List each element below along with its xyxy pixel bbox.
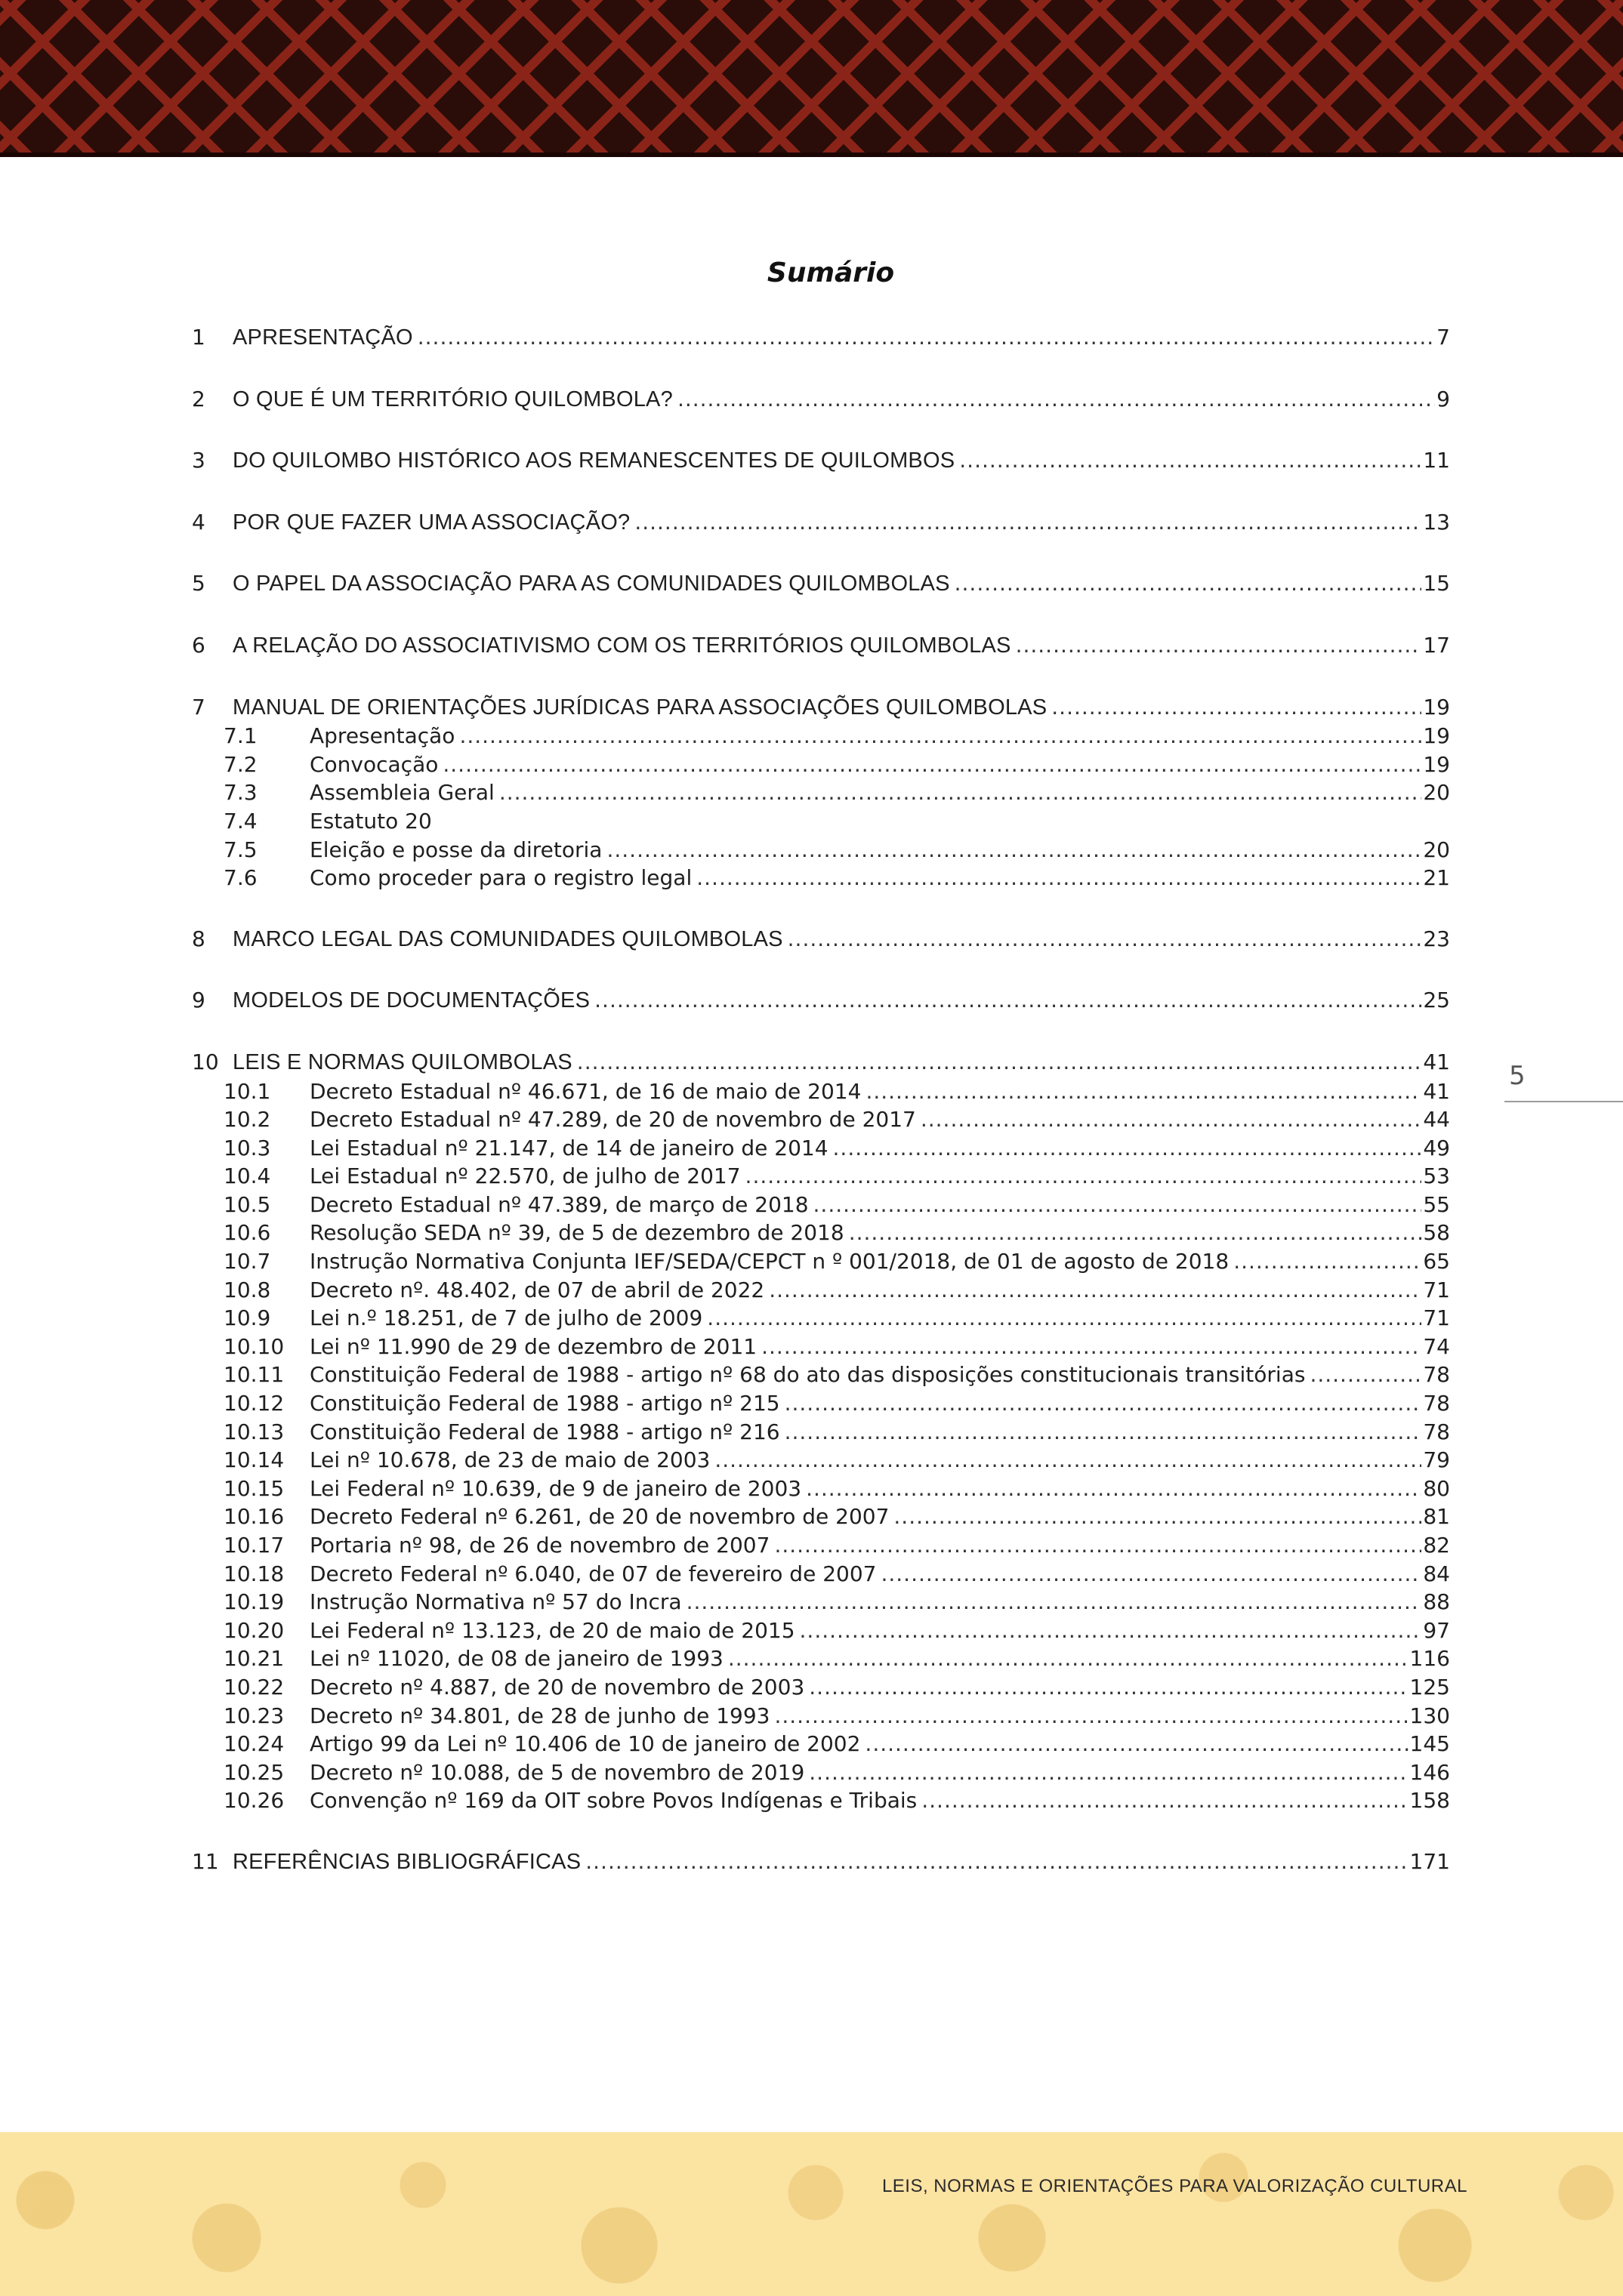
dot-leader bbox=[687, 1588, 1422, 1616]
toc-subentry-page: 146 bbox=[1409, 1759, 1450, 1785]
toc-subentry-number: 10.17 bbox=[224, 1533, 285, 1558]
toc-subentry[interactable] bbox=[192, 1361, 1450, 1389]
toc-subentry-number: 10.2 bbox=[224, 1107, 271, 1133]
toc-subentry-label: Decreto Federal nº 6.261, de 20 de novembro de 2007 bbox=[310, 1504, 890, 1530]
toc-subentry-number: 10.22 bbox=[224, 1674, 285, 1700]
toc-subentry[interactable] bbox=[192, 1333, 1450, 1361]
dot-leader bbox=[761, 1333, 1421, 1361]
dot-leader bbox=[833, 1134, 1422, 1163]
toc-entry[interactable] bbox=[192, 1848, 1450, 1877]
toc-subentry-page: 125 bbox=[1409, 1674, 1450, 1700]
toc-subentry[interactable] bbox=[192, 1502, 1450, 1531]
toc-subentry-page: 78 bbox=[1423, 1362, 1450, 1388]
toc-subentry-page: 55 bbox=[1423, 1191, 1450, 1217]
toc-subentry-label: Decreto Estadual nº 47.389, de março de 2018 bbox=[310, 1191, 809, 1217]
toc-subentry-page: 88 bbox=[1423, 1589, 1450, 1615]
toc-subentry-number: 10.14 bbox=[224, 1447, 285, 1473]
toc-subentry-number: 10.15 bbox=[224, 1475, 285, 1501]
toc-subentry-number: 10.25 bbox=[224, 1759, 285, 1785]
toc-entry[interactable] bbox=[192, 1048, 1450, 1077]
toc-subentry-number: 7.5 bbox=[224, 837, 258, 862]
toc-entry-number: 9 bbox=[192, 988, 205, 1013]
toc-subentry-number: 10.12 bbox=[224, 1391, 285, 1416]
toc-subentry-number: 10.18 bbox=[224, 1561, 285, 1586]
toc-subentry-number: 10.1 bbox=[224, 1078, 271, 1104]
toc-entry-number: 3 bbox=[192, 448, 205, 473]
dot-leader bbox=[800, 1616, 1422, 1645]
dot-leader bbox=[606, 836, 1421, 864]
toc-entry-page: 171 bbox=[1409, 1848, 1450, 1874]
toc-entry-page: 9 bbox=[1436, 386, 1450, 411]
toc-subentry-label: Decreto Federal nº 6.040, de 07 de fevereiro de 2007 bbox=[310, 1561, 877, 1586]
toc-subentry-label: Instrução Normativa nº 57 do Incra bbox=[310, 1589, 682, 1615]
toc-subentry-label: Artigo 99 da Lei nº 10.406 de 10 de janeiro de 2002 bbox=[310, 1731, 861, 1757]
toc-entry[interactable] bbox=[192, 631, 1450, 661]
dot-leader bbox=[881, 1560, 1421, 1589]
toc-subentry-page: 78 bbox=[1423, 1391, 1450, 1416]
toc-entry-number: 6 bbox=[192, 632, 205, 658]
toc-subentry-number: 10.26 bbox=[224, 1788, 285, 1814]
toc-subentry[interactable] bbox=[192, 1105, 1450, 1134]
toc-subentry-label: Decreto nº. 48.402, de 07 de abril de 2022 bbox=[310, 1277, 765, 1302]
dot-leader bbox=[849, 1219, 1422, 1247]
toc-subentry-number: 10.5 bbox=[224, 1191, 271, 1217]
dot-leader bbox=[677, 385, 1435, 414]
toc-subentry-page: 158 bbox=[1409, 1788, 1450, 1814]
table-of-contents bbox=[192, 323, 1450, 1877]
toc-entry-page: 25 bbox=[1423, 988, 1450, 1013]
toc-subentry[interactable] bbox=[192, 1247, 1450, 1276]
dot-leader bbox=[785, 1418, 1422, 1447]
toc-subentry-number: 10.3 bbox=[224, 1135, 271, 1160]
toc-entry-label: A RELAÇÃO DO ASSOCIATIVISMO COM OS TERRITÓRIOS QUILOMBOLAS bbox=[233, 633, 1011, 658]
dot-leader bbox=[893, 1502, 1421, 1531]
dot-leader bbox=[459, 722, 1421, 750]
toc-subentry[interactable] bbox=[192, 1616, 1450, 1645]
toc-subentry[interactable] bbox=[192, 1730, 1450, 1758]
decorative-footer-pattern bbox=[0, 2132, 1623, 2296]
toc-entry-number: 8 bbox=[192, 926, 205, 951]
toc-subentry-label: Resolução SEDA nº 39, de 5 de dezembro de 2018 bbox=[310, 1220, 844, 1246]
toc-entry-number: 5 bbox=[192, 571, 205, 596]
dot-leader bbox=[769, 1276, 1421, 1305]
toc-subentry-page: 49 bbox=[1423, 1135, 1450, 1160]
toc-subentry-label: Convocação bbox=[310, 751, 439, 777]
toc-entry-page: 15 bbox=[1423, 571, 1450, 596]
dot-leader bbox=[728, 1644, 1409, 1673]
dot-leader bbox=[634, 508, 1421, 537]
toc-subentry-page: 20 bbox=[1423, 837, 1450, 862]
toc-subentry-label: Lei Federal nº 13.123, de 20 de maio de 2015 bbox=[310, 1617, 795, 1643]
toc-subentry-number: 10.24 bbox=[224, 1731, 285, 1757]
toc-subentry-number: 10.9 bbox=[224, 1305, 271, 1331]
toc-subentry-label: Como proceder para o registro legal bbox=[310, 865, 693, 891]
toc-subentry-number: 7.2 bbox=[224, 751, 258, 777]
toc-entry-label: DO QUILOMBO HISTÓRICO AOS REMANESCENTES DE QUILOMBOS bbox=[233, 448, 955, 473]
dot-leader bbox=[443, 750, 1421, 779]
toc-subentry-page: 74 bbox=[1423, 1333, 1450, 1359]
dot-leader bbox=[774, 1702, 1408, 1730]
toc-subentry[interactable] bbox=[192, 1702, 1450, 1730]
toc-subentry[interactable] bbox=[192, 1162, 1450, 1191]
toc-subentry-number: 10.11 bbox=[224, 1362, 285, 1388]
toc-entry-page: 41 bbox=[1423, 1049, 1450, 1074]
toc-subentry[interactable] bbox=[192, 1134, 1450, 1163]
toc-subentry[interactable] bbox=[192, 864, 1450, 892]
toc-subentry-page: 58 bbox=[1423, 1220, 1450, 1246]
toc-subentry-page: 84 bbox=[1423, 1561, 1450, 1586]
toc-entry[interactable] bbox=[192, 385, 1450, 415]
toc-subentry[interactable] bbox=[192, 1786, 1450, 1815]
dot-leader bbox=[499, 778, 1422, 807]
toc-subentry[interactable] bbox=[192, 750, 1450, 779]
toc-entry-number: 7 bbox=[192, 694, 205, 720]
toc-subentry[interactable] bbox=[192, 1418, 1450, 1447]
toc-entry-label: O QUE É UM TERRITÓRIO QUILOMBOLA? bbox=[233, 387, 673, 411]
footer-title: LEIS, NORMAS E ORIENTAÇÕES PARA VALORIZAÇÃO CULTURAL bbox=[881, 2176, 1467, 2196]
toc-subentry-label: Convenção nº 169 da OIT sobre Povos Indígenas e Tribais bbox=[310, 1788, 918, 1814]
toc-subentry[interactable] bbox=[192, 1758, 1450, 1787]
dot-leader bbox=[1233, 1247, 1421, 1276]
toc-subentry-page: 44 bbox=[1423, 1107, 1450, 1133]
toc-subentry-label: Lei nº 11020, de 08 de janeiro de 1993 bbox=[310, 1646, 724, 1672]
dot-leader bbox=[921, 1105, 1422, 1134]
toc-entry[interactable] bbox=[192, 925, 1450, 954]
toc-entry[interactable] bbox=[192, 446, 1450, 476]
toc-subentry-label: Assembleia Geral bbox=[310, 780, 495, 806]
toc-subentry-label: Lei nº 10.678, de 23 de maio de 2003 bbox=[310, 1447, 711, 1473]
toc-subentry[interactable] bbox=[192, 778, 1450, 807]
toc-subentry-number: 10.19 bbox=[224, 1589, 285, 1615]
toc-subentry-label: Apresentação bbox=[310, 723, 455, 749]
toc-entry[interactable] bbox=[192, 323, 1450, 353]
toc-subentry-label: Lei Estadual nº 21.147, de 14 de janeiro de 2014 bbox=[310, 1135, 828, 1160]
toc-subentry-label: Constituição Federal de 1988 - artigo nº 216 bbox=[310, 1419, 780, 1444]
toc-subentry-page: 78 bbox=[1423, 1419, 1450, 1444]
toc-subentry-label: Decreto Estadual nº 47.289, de 20 de novembro de 2017 bbox=[310, 1107, 916, 1133]
toc-subentry-label: Constituição Federal de 1988 - artigo nº 215 bbox=[310, 1391, 780, 1416]
toc-subentry[interactable] bbox=[192, 1446, 1450, 1475]
dot-leader bbox=[809, 1758, 1408, 1787]
toc-subentry-number: 10.8 bbox=[224, 1277, 271, 1302]
toc-entry-label: APRESENTAÇÃO bbox=[233, 325, 413, 350]
toc-subentry-page: 80 bbox=[1423, 1475, 1450, 1501]
toc-subentry-page: 145 bbox=[1409, 1731, 1450, 1757]
dot-leader bbox=[921, 1786, 1408, 1815]
toc-subentry-label: Lei n.º 18.251, de 7 de julho de 2009 bbox=[310, 1305, 703, 1331]
dot-leader bbox=[1310, 1361, 1421, 1389]
toc-entry[interactable] bbox=[192, 693, 1450, 723]
toc-subentry-number: 10.4 bbox=[224, 1163, 271, 1189]
toc-subentry[interactable] bbox=[192, 1304, 1450, 1333]
toc-subentry[interactable] bbox=[192, 1560, 1450, 1589]
toc-entry-number: 11 bbox=[192, 1848, 219, 1874]
toc-subentry-label: Decreto nº 4.887, de 20 de novembro de 2003 bbox=[310, 1674, 805, 1700]
toc-subentry-label: Estatuto 20 bbox=[310, 808, 432, 834]
toc-subentry[interactable] bbox=[192, 1389, 1450, 1418]
dot-leader bbox=[785, 1389, 1422, 1418]
toc-subentry-label: Decreto nº 10.088, de 5 de novembro de 2019 bbox=[310, 1759, 805, 1785]
dot-leader bbox=[813, 1191, 1422, 1219]
toc-subentry-page: 20 bbox=[1423, 780, 1450, 806]
toc-subentry-label: Constituição Federal de 1988 - artigo nº 68 do ato das disposições constitucionais transitórias bbox=[310, 1362, 1306, 1388]
dot-leader bbox=[774, 1531, 1421, 1560]
toc-entry[interactable] bbox=[192, 569, 1450, 599]
toc-entry-number: 4 bbox=[192, 509, 205, 535]
toc-subentry[interactable] bbox=[192, 1191, 1450, 1219]
toc-subentry-page: 65 bbox=[1423, 1249, 1450, 1274]
dot-leader bbox=[788, 925, 1422, 954]
toc-subentry-label: Decreto nº 34.801, de 28 de junho de 1993 bbox=[310, 1703, 770, 1728]
toc-subentry[interactable] bbox=[192, 1644, 1450, 1673]
toc-subentry-page: 130 bbox=[1409, 1703, 1450, 1728]
toc-subentry-page: 21 bbox=[1423, 865, 1450, 891]
toc-subentry[interactable] bbox=[192, 1673, 1450, 1702]
dot-leader bbox=[865, 1730, 1408, 1758]
dot-leader bbox=[585, 1848, 1408, 1876]
toc-subentry-page: 71 bbox=[1423, 1305, 1450, 1331]
toc-subentry-label: Instrução Normativa Conjunta IEF/SEDA/CEPCT n º 001/2018, de 01 de agosto de 2018 bbox=[310, 1249, 1230, 1274]
toc-subentry-number: 7.3 bbox=[224, 780, 258, 806]
toc-subentry[interactable] bbox=[192, 722, 1450, 750]
toc-subentry[interactable] bbox=[192, 1219, 1450, 1247]
toc-subentry-number: 10.20 bbox=[224, 1617, 285, 1643]
toc-entry-page: 23 bbox=[1423, 926, 1450, 951]
dot-leader bbox=[696, 864, 1421, 892]
toc-subentry-page: 71 bbox=[1423, 1277, 1450, 1302]
toc-subentry[interactable] bbox=[192, 1531, 1450, 1560]
dot-leader bbox=[1051, 693, 1421, 722]
toc-subentry-page: 53 bbox=[1423, 1163, 1450, 1189]
toc-subentry-page: 19 bbox=[1423, 751, 1450, 777]
dot-leader bbox=[959, 446, 1421, 475]
toc-subentry[interactable] bbox=[192, 1276, 1450, 1305]
toc-subentry-page: 19 bbox=[1423, 723, 1450, 749]
toc-subentry[interactable] bbox=[192, 807, 1450, 836]
toc-entry[interactable] bbox=[192, 986, 1450, 1015]
toc-entry-page: 17 bbox=[1423, 632, 1450, 658]
dot-leader bbox=[707, 1304, 1421, 1333]
dot-leader bbox=[418, 323, 1435, 352]
dot-leader bbox=[865, 1077, 1421, 1106]
dot-leader bbox=[594, 986, 1421, 1015]
dot-leader bbox=[745, 1162, 1422, 1191]
toc-entry-label: POR QUE FAZER UMA ASSOCIAÇÃO? bbox=[233, 510, 631, 535]
toc-subentry-number: 10.10 bbox=[224, 1333, 285, 1359]
page-title: Sumário bbox=[767, 257, 895, 288]
toc-subentry-number: 7.6 bbox=[224, 865, 258, 891]
toc-entry-label: MARCO LEGAL DAS COMUNIDADES QUILOMBOLAS bbox=[233, 926, 783, 951]
toc-subentry-number: 10.7 bbox=[224, 1249, 271, 1274]
toc-subentry-label: Decreto Estadual nº 46.671, de 16 de maio de 2014 bbox=[310, 1078, 862, 1104]
toc-entry-label: O PAPEL DA ASSOCIAÇÃO PARA AS COMUNIDADES QUILOMBOLAS bbox=[233, 572, 950, 596]
toc-subentry-page: 97 bbox=[1423, 1617, 1450, 1643]
toc-subentry-number: 10.13 bbox=[224, 1419, 285, 1444]
toc-subentry-page: 116 bbox=[1409, 1646, 1450, 1672]
toc-subentry-label: Lei Federal nº 10.639, de 9 de janeiro de 2003 bbox=[310, 1475, 802, 1501]
toc-entry[interactable] bbox=[192, 508, 1450, 538]
toc-subentry-page: 41 bbox=[1423, 1078, 1450, 1104]
dot-leader bbox=[1016, 631, 1422, 660]
toc-subentry[interactable] bbox=[192, 1588, 1450, 1616]
dot-leader bbox=[809, 1673, 1408, 1702]
toc-subentry-number: 10.23 bbox=[224, 1703, 285, 1728]
dot-leader bbox=[577, 1048, 1422, 1077]
toc-subentry-number: 10.6 bbox=[224, 1220, 271, 1246]
dot-leader bbox=[955, 569, 1422, 598]
toc-subentry[interactable] bbox=[192, 836, 1450, 864]
decorative-header-pattern bbox=[0, 0, 1623, 157]
toc-subentry-label: Lei Estadual nº 22.570, de julho de 2017 bbox=[310, 1163, 741, 1189]
toc-entry-number: 10 bbox=[192, 1049, 219, 1074]
toc-subentry-number: 7.1 bbox=[224, 723, 258, 749]
toc-subentry[interactable] bbox=[192, 1475, 1450, 1503]
dot-leader bbox=[714, 1446, 1421, 1475]
toc-subentry-label: Portaria nº 98, de 26 de novembro de 2007 bbox=[310, 1533, 770, 1558]
toc-entry-page: 7 bbox=[1436, 325, 1450, 350]
toc-subentry-label: Lei nº 11.990 de 29 de dezembro de 2011 bbox=[310, 1333, 758, 1359]
toc-subentry-number: 7.4 bbox=[224, 808, 258, 834]
toc-entry-number: 1 bbox=[192, 325, 205, 350]
toc-subentry-page: 82 bbox=[1423, 1533, 1450, 1558]
toc-subentry-page: 81 bbox=[1423, 1504, 1450, 1530]
toc-subentry[interactable] bbox=[192, 1077, 1450, 1106]
toc-entry-number: 2 bbox=[192, 386, 205, 411]
dot-leader bbox=[806, 1475, 1421, 1503]
toc-entry-label: MANUAL DE ORIENTAÇÕES JURÍDICAS PARA ASSOCIAÇÕES QUILOMBOLAS bbox=[233, 695, 1048, 720]
toc-subentry-number: 10.16 bbox=[224, 1504, 285, 1530]
page-number-rule bbox=[1504, 1101, 1623, 1102]
toc-entry-label: MODELOS DE DOCUMENTAÇÕES bbox=[233, 988, 591, 1013]
toc-entry-page: 13 bbox=[1423, 509, 1450, 535]
toc-entry-page: 11 bbox=[1423, 448, 1450, 473]
page-number: 5 bbox=[1509, 1061, 1526, 1091]
toc-entry-page: 19 bbox=[1423, 694, 1450, 720]
toc-subentry-label: Eleição e posse da diretoria bbox=[310, 837, 603, 862]
toc-subentry-number: 10.21 bbox=[224, 1646, 285, 1672]
toc-entry-label: REFERÊNCIAS BIBLIOGRÁFICAS bbox=[233, 1849, 582, 1874]
toc-subentry-page: 79 bbox=[1423, 1447, 1450, 1473]
toc-entry-label: LEIS E NORMAS QUILOMBOLAS bbox=[233, 1049, 572, 1074]
